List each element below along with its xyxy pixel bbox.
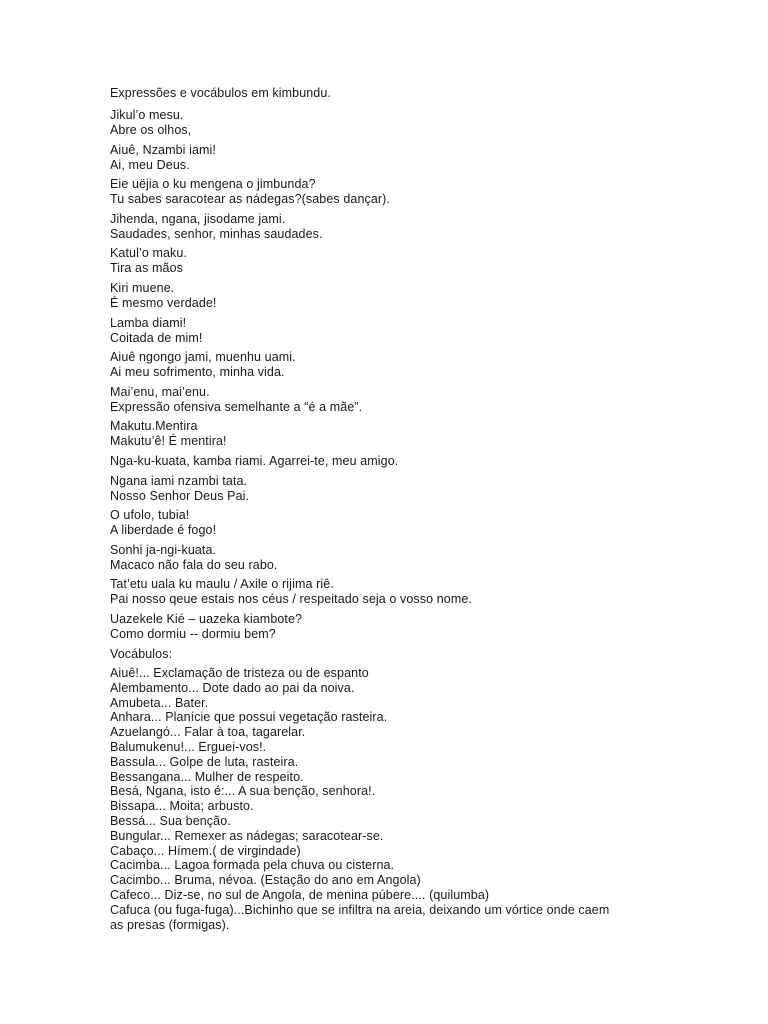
portuguese-translation: Nosso Senhor Deus Pai.: [110, 488, 250, 503]
kimbundu-phrase: Jihenda, ngana, jisodame jami.: [110, 211, 286, 226]
kimbundu-phrase: Katul’o maku.: [110, 246, 188, 261]
kimbundu-phrase: Aiuê, Nzambi iami!: [110, 142, 216, 157]
vocabulary-heading: Vocábulos:: [110, 646, 173, 661]
portuguese-translation: Ai meu sofrimento, minha vida.: [110, 365, 285, 380]
portuguese-translation: Coitada de mim!: [110, 330, 203, 345]
vocabulary-item: Cacimbo... Bruma, névoa. (Estação do ano em Angola): [110, 873, 421, 888]
expression-entry: [110, 385, 670, 415]
vocabulary-item: Azuelangó... Falar à toa, tagarelar.: [110, 725, 306, 740]
vocabulary-item: Bassula... Golpe de luta, rasteira.: [110, 754, 299, 769]
expression-entry: [110, 316, 670, 346]
portuguese-translation: Tu sabes saracotear as nádegas?(sabes dançar).: [110, 192, 390, 207]
portuguese-translation: É mesmo verdade!: [110, 295, 217, 310]
expression-entry: [110, 474, 670, 504]
section-heading: [110, 647, 670, 662]
expression-entry: [110, 454, 670, 469]
vocabulary-item: Cafuca (ou fuga-fuga)...Bichinho que se infiltra na areia, deixando um vórtice onde caem: [110, 902, 610, 917]
vocabulary-item: Besá, Ngana, isto é:... A sua benção, senhora!.: [110, 784, 376, 799]
portuguese-translation: Macaco não fala do seu rabo.: [110, 557, 278, 572]
vocabulary-item: Bungular... Remexer as nádegas; saracotear-se.: [110, 828, 384, 843]
portuguese-translation: Makutu’ê! É mentira!: [110, 434, 227, 449]
expression-entry: [110, 281, 670, 311]
vocabulary-item: Bissapa... Moita; arbusto.: [110, 799, 254, 814]
vocabulary-item: Alembamento... Dote dado ao pai da noiva.: [110, 680, 355, 695]
kimbundu-phrase: Mai’enu, mai’enu.: [110, 384, 210, 399]
portuguese-translation: Expressão ofensiva semelhante a “é a mãe”.: [110, 399, 363, 414]
document-page: [110, 86, 670, 932]
kimbundu-phrase: Jikul’o mesu.: [110, 108, 184, 122]
portuguese-translation: Como dormiu -- dormiu bem?: [110, 626, 276, 641]
vocabulary-item: Cacimba... Lagoa formada pela chuva ou cisterna.: [110, 858, 395, 873]
vocabulary-item-continuation: as presas (formigas).: [110, 917, 230, 932]
expression-entry: [110, 212, 670, 242]
kimbundu-phrase: Tat’etu uala ku maulu / Axile o rijima riê.: [110, 577, 334, 592]
expression-entry: [110, 612, 670, 642]
expression-entry: [110, 177, 670, 207]
vocabulary-item: Cafeco... Diz-se, no sul de Angola, de menina púbere.... (quilumba): [110, 888, 490, 903]
expression-entry: [110, 543, 670, 573]
vocabulary-item: Bessangana... Mulher de respeito.: [110, 769, 304, 784]
vocabulary-item: Balumukenu!... Erguei-vos!.: [110, 740, 267, 755]
vocabulary-item: Aiuê!... Exclamação de tristeza ou de espanto: [110, 666, 369, 681]
kimbundu-phrase: Sonhi ja-ngi-kuata.: [110, 542, 217, 557]
kimbundu-phrase: Nga-ku-kuata, kamba riami. Agarrei-te, meu amigo.: [110, 453, 399, 468]
vocabulary-item: Amubeta... Bater.: [110, 695, 209, 710]
kimbundu-phrase: Kiri muene.: [110, 280, 175, 295]
vocabulary-list: [110, 666, 670, 932]
expression-entry: [110, 143, 670, 173]
vocabulary-item: Bessá... Sua benção.: [110, 814, 231, 829]
expression-entry: [110, 577, 670, 607]
expression-entry: [110, 108, 670, 138]
vocabulary-item: Cabaço... Hímem.( de virgindade): [110, 843, 301, 858]
expression-entry: [110, 246, 670, 276]
document-title: Expressões e vocábulos em kimbundu.: [110, 86, 331, 100]
kimbundu-phrase: Makutu.Mentira: [110, 419, 198, 434]
kimbundu-phrase: Lamba diami!: [110, 315, 187, 330]
kimbundu-phrase: Ngana iami nzambi tata.: [110, 473, 248, 488]
portuguese-translation: Tira as mãos: [110, 261, 183, 276]
expression-entry: [110, 508, 670, 538]
portuguese-translation: Pai nosso qeue estais nos céus / respeitado seja o vosso nome.: [110, 592, 472, 607]
kimbundu-phrase: Uazekele Kié – uazeka kiambote?: [110, 611, 303, 626]
expressions-section: [110, 108, 670, 662]
kimbundu-phrase: O ufolo, tubia!: [110, 508, 190, 523]
portuguese-translation: Ai, meu Deus.: [110, 157, 190, 172]
expression-entry: [110, 350, 670, 380]
portuguese-translation: Saudades, senhor, minhas saudades.: [110, 226, 323, 241]
kimbundu-phrase: Aiuê ngongo jami, muenhu uami.: [110, 350, 296, 365]
vocabulary-item: Anhara... Planície que possui vegetação rasteira.: [110, 710, 388, 725]
kimbundu-phrase: Eie uëjia o ku mengena o jimbunda?: [110, 177, 316, 192]
portuguese-translation: A liberdade é fogo!: [110, 523, 217, 538]
portuguese-translation: Abre os olhos,: [110, 123, 192, 137]
expression-entry: [110, 419, 670, 449]
